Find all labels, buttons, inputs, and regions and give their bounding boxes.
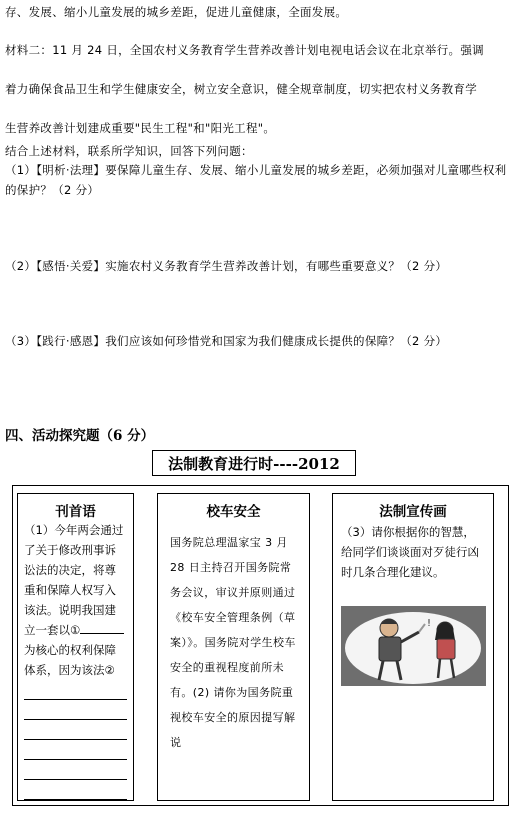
answer-line[interactable] [24,680,127,700]
instruction-line: 结合上述材料，联系所学知识，回答下列问题： [5,144,253,158]
column-title: 校车安全 [206,504,261,520]
answer-line[interactable] [24,720,127,740]
column-title: 刊首语 [55,504,96,520]
cartoon-illustration [341,606,486,686]
material-line-2: 材料二：11 月 24 日，全国农村义务教育学生营养改善计划电视电话会议在北京举行。强调 [5,43,484,57]
material-line-4: 生营养改善计划建成重要"民生工程"和"阳光工程"。 [5,121,276,135]
answer-line[interactable] [24,740,127,760]
column-text: 为核心的权利保障体系，因为该法② [24,643,116,677]
question-3: （3）【践行·感恩】我们应该如何珍惜党和国家为我们健康成长提供的保障？（2 分） [5,334,448,348]
answer-blank[interactable] [80,621,124,634]
column-title: 法制宣传画 [379,504,447,520]
material-line-3: 着力确保食品卫生和学生健康安全，树立安全意识，健全规章制度，切实把农村义务教育学 [5,82,477,96]
column-preface [17,493,134,801]
answer-line[interactable] [24,700,127,720]
column-poster [332,493,494,801]
question-1: （1）【明析·法理】要保障儿童生存、发展、缩小儿童发展的城乡差距，必须加强对儿童哪些权利的保护？（2 分） [5,163,507,197]
question-2: （2）【感悟·关爱】实施农村义务教育学生营养改善计划，有哪些重要意义？（2 分） [5,259,448,273]
answer-line[interactable] [24,760,127,780]
material-line-1: 存、发展、缩小儿童发展的城乡差距，促进儿童健康，全面发展。 [5,5,348,19]
column-text: （3）请你根据你的智慧，给同学们谈谈面对歹徒行凶时几条合理化建议。 [341,525,479,579]
column-text: 国务院总理温家宝 3 月 28 日主持召开国务院常务会议，审议并原则通过《校车安全管理条例（草案）》。国务院对学生校车安全的重视程度前所未有。(2) 请你为国务院重视校车安全的原因提写解说 [170,536,296,749]
column-text: （1）今年两会通过了关于修改刑事诉讼法的决定，将尊重和保障人权写入该法。说明我国建立一套以① [24,523,124,637]
column-bus-safety [157,493,310,801]
banner-title: 法制教育进行时----2012 [152,450,356,476]
section-heading: 四、活动探究题（6 分） [5,428,155,444]
answer-line[interactable] [24,780,127,800]
svg-text:!: ! [427,618,432,629]
